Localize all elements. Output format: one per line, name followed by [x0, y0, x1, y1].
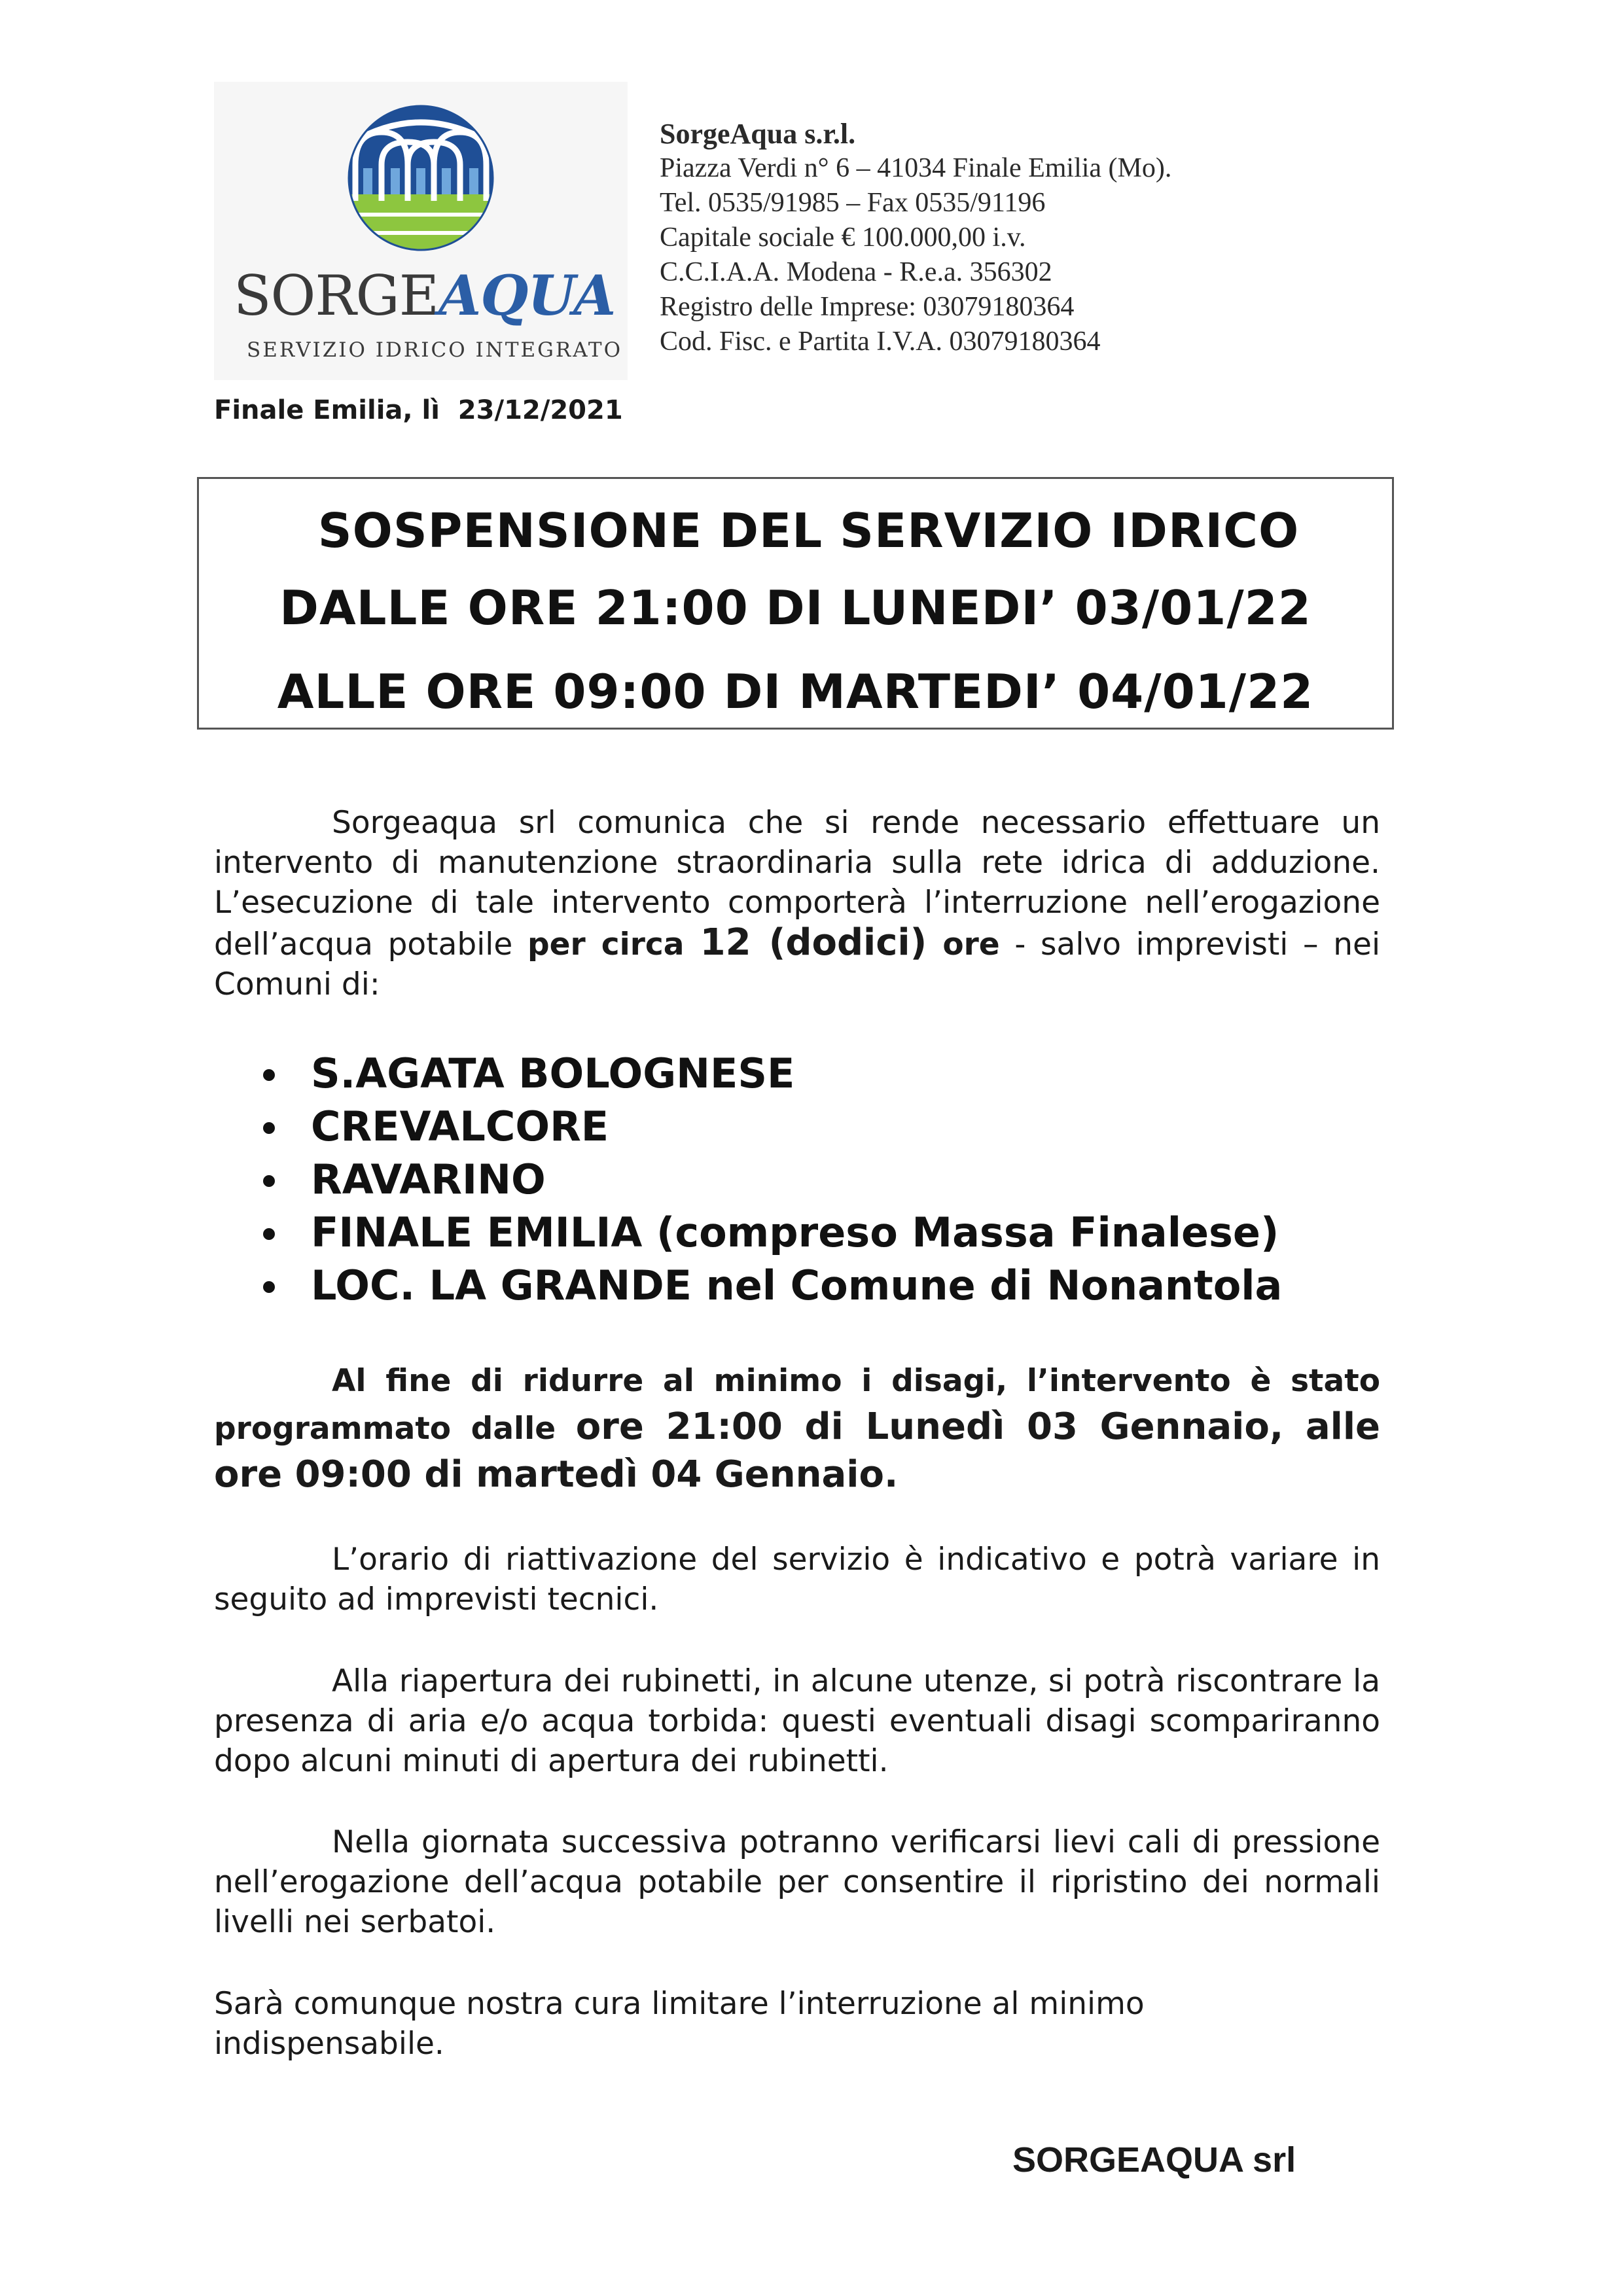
date-line: Finale Emilia, lì 23/12/2021: [214, 395, 623, 425]
affected-places-list: [262, 1047, 1282, 1312]
closing-paragraph: Sarà comunque nostra cura limitare l’interruzione al minimo indispensabile.: [214, 1986, 1145, 2062]
company-phone: Tel. 0535/91985 – Fax 0535/91196: [660, 188, 1046, 218]
company-tax-id: Cod. Fisc. e Partita I.V.A. 03079180364: [660, 327, 1101, 357]
signature: SORGEAQUA srl: [1012, 2140, 1296, 2180]
intro-paragraph: Sorgeaqua srl comunica che si rende necessario effettuare un intervento di manutenzione straordinaria sulla rete idrica di adduzione. L’esecuzione di tale intervento comporterà l’interruzione nell’erogazione dell’acqua potabile per circa 12 (dodici) ore - salvo imprevisti – nei Comuni di:: [214, 805, 1381, 1002]
aqueduct-logo-icon: [336, 103, 506, 253]
company-details: [660, 116, 1171, 359]
list-item: RAVARINO: [262, 1153, 1282, 1206]
list-item: LOC. LA GRANDE nel Comune di Nonantola: [262, 1259, 1282, 1312]
notice-end-time: ALLE ORE 09:00 DI MARTEDI’ 04/01/22: [277, 664, 1314, 719]
company-cciaa: C.C.I.A.A. Modena - R.e.a. 356302: [660, 257, 1052, 287]
list-item: FINALE EMILIA (compreso Massa Finalese): [262, 1206, 1282, 1259]
bullet-icon: [263, 1122, 275, 1134]
next-day-paragraph: Nella giornata successiva potranno verificarsi lievi cali di pressione nell’erogazione dell’acqua potabile per consentire il ripristino dei normali livelli nei serbatoi.: [214, 1824, 1380, 1940]
reactivation-paragraph: L’orario di riattivazione del servizio è indicativo e potrà variare in seguito ad imprevisti tecnici.: [214, 1542, 1380, 1617]
schedule-paragraph: Al fine di ridurre al minimo i disagi, l’intervento è stato programmato dalle ore 21:00 di Lunedì 03 Gennaio, alle ore 09:00 di martedì 04 Gennaio.: [214, 1363, 1380, 1496]
bullet-icon: [263, 1069, 275, 1081]
company-address: Piazza Verdi n° 6 – 41034 Finale Emilia (Mo).: [660, 153, 1172, 183]
company-name: SorgeAqua s.r.l.: [660, 118, 856, 150]
company-registry: Registro delle Imprese: 03079180364: [660, 292, 1075, 322]
list-item: S.AGATA BOLOGNESE: [262, 1047, 1282, 1100]
company-logo: [214, 82, 628, 380]
bullet-icon: [263, 1175, 275, 1187]
notice-start-time: DALLE ORE 21:00 DI LUNEDI’ 03/01/22: [279, 580, 1311, 635]
bullet-icon: [263, 1281, 275, 1293]
company-capital: Capitale sociale € 100.000,00 i.v.: [660, 222, 1026, 253]
notice-title-box: [197, 477, 1394, 730]
notice-title: SOSPENSIONE DEL SERVIZIO IDRICO: [317, 503, 1300, 558]
list-item: CREVALCORE: [262, 1100, 1282, 1153]
reopening-paragraph: Alla riapertura dei rubinetti, in alcune utenze, si potrà riscontrare la presenza di aria e/o acqua torbida: questi eventuali disagi scompariranno dopo alcuni minuti di apertura dei rubinetti.: [214, 1663, 1380, 1779]
logo-tagline: SERVIZIO IDRICO INTEGRATO: [247, 338, 623, 362]
bullet-icon: [263, 1228, 275, 1240]
logo-wordmark: SORGEAQUA: [234, 263, 616, 328]
